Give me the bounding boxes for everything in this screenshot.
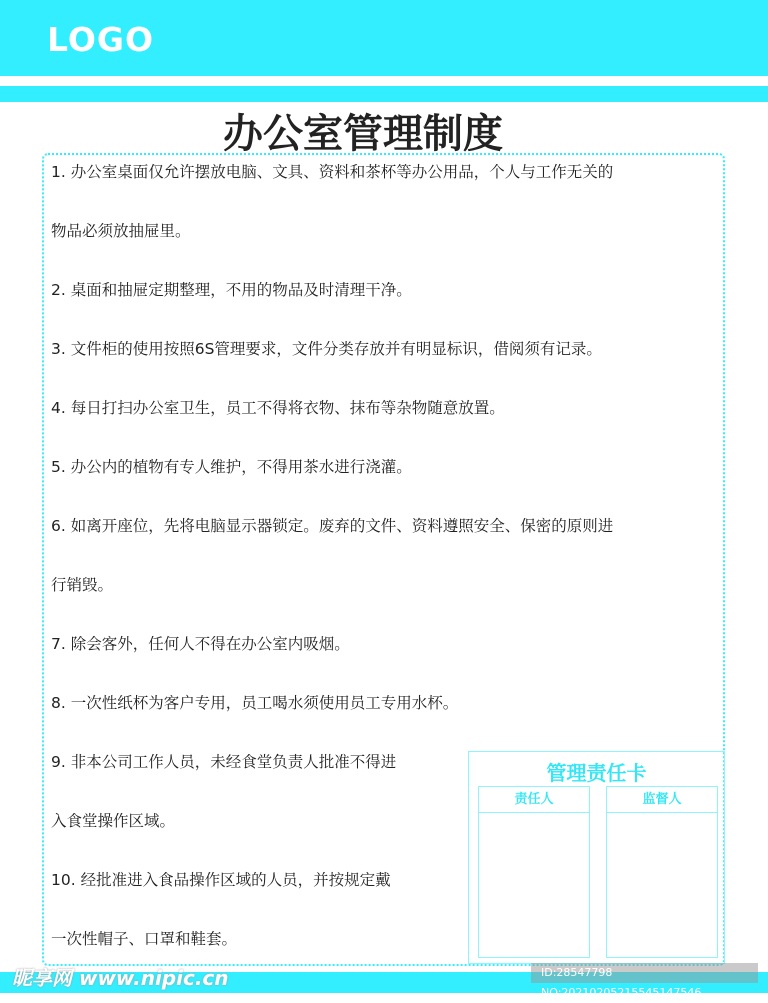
rule-line: 入食堂操作区域。 <box>51 812 176 830</box>
responsibility-card <box>468 751 725 964</box>
rule-line: 3. 文件柜的使用按照6S管理要求，文件分类存放并有明显标识，借阅须有记录。 <box>51 340 602 358</box>
rule-line: 1. 办公室桌面仅允许摆放电脑、文具、资料和茶杯等办公用品，个人与工作无关的 <box>51 163 614 181</box>
responsible-person-column <box>478 786 590 958</box>
page-title: 办公室管理制度 <box>223 111 503 157</box>
header-band <box>0 0 768 76</box>
header-stripe <box>0 86 768 102</box>
supervisor-column <box>606 786 718 958</box>
rule-line: 6. 如离开座位，先将电脑显示器锁定。废弃的文件、资料遵照安全、保密的原则进 <box>51 517 614 535</box>
rule-line: 7. 除会客外，任何人不得在办公室内吸烟。 <box>51 635 350 653</box>
rule-line: 10. 经批准进入食品操作区域的人员，并按规定戴 <box>51 871 391 889</box>
watermark-id: ID:28547798 NO:20210205215545147546 <box>531 963 758 983</box>
rule-line: 8. 一次性纸杯为客户专用，员工喝水须使用员工专用水杯。 <box>51 694 459 712</box>
rule-line: 物品必须放抽屉里。 <box>51 222 191 240</box>
rule-line: 行销毁。 <box>51 576 114 594</box>
rule-line: 4. 每日打扫办公室卫生，员工不得将衣物、抹布等杂物随意放置。 <box>51 399 505 417</box>
column-header: 责任人 <box>479 787 589 813</box>
rule-line: 一次性帽子、口罩和鞋套。 <box>51 930 238 948</box>
card-title: 管理责任卡 <box>546 761 647 785</box>
rule-line: 2. 桌面和抽屉定期整理，不用的物品及时清理干净。 <box>51 281 412 299</box>
rule-line: 9. 非本公司工作人员，未经食堂负责人批准不得进 <box>51 753 397 771</box>
watermark-logo: 昵享网 www.nipic.cn <box>12 966 229 990</box>
column-header: 监督人 <box>607 787 717 813</box>
rule-line: 5. 办公内的植物有专人维护，不得用茶水进行浇灌。 <box>51 458 412 476</box>
logo: LOGO <box>47 20 155 59</box>
